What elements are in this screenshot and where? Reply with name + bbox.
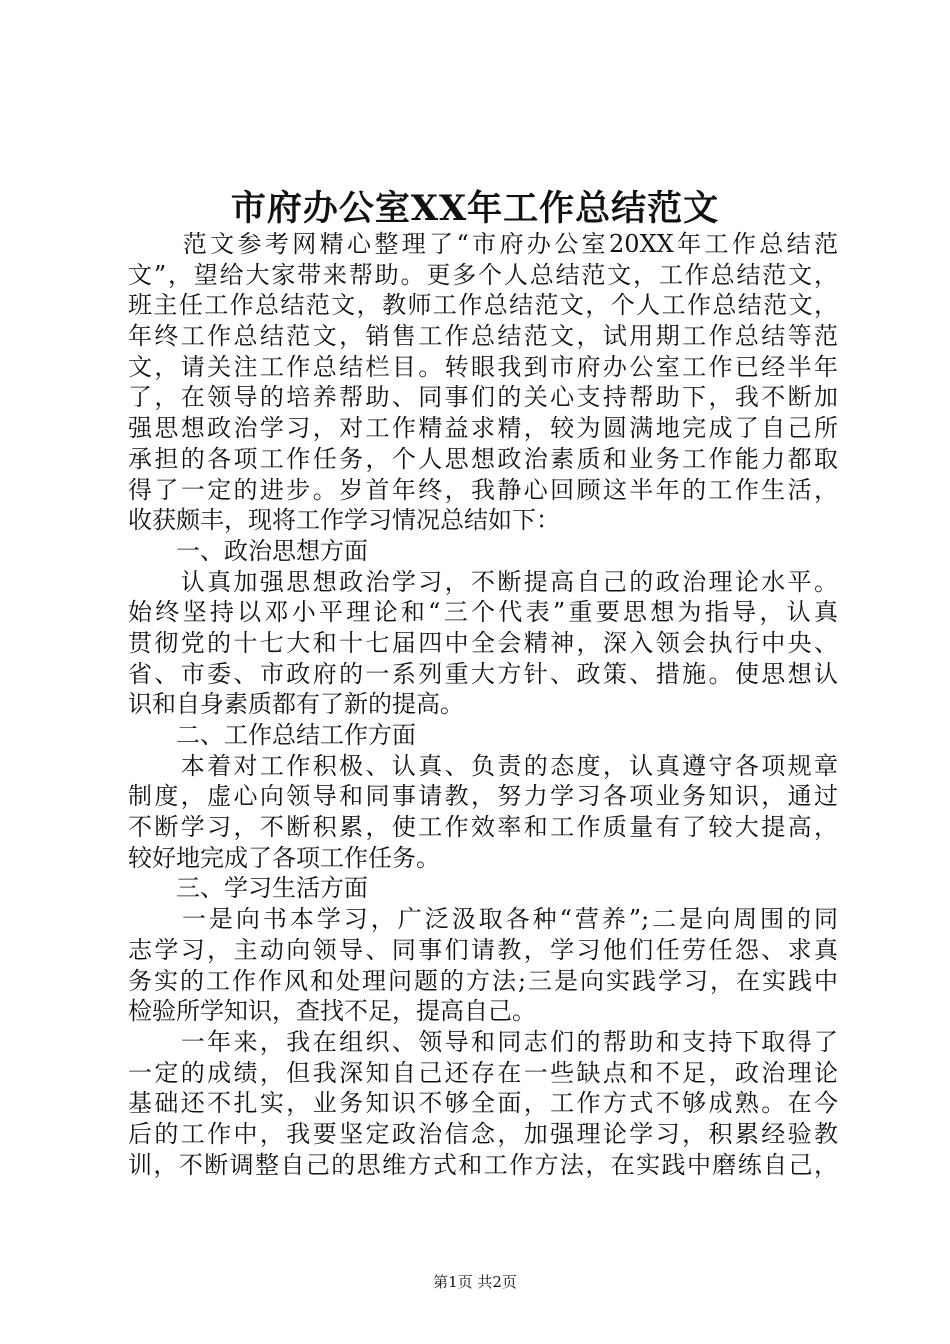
body-line: 后的工作中，我要坚定政治信念，加强理论学习，积累经验教 [128, 1119, 838, 1148]
body-line: 贯彻党的十七大和十七届四中全会精神，深入领会执行中央、 [128, 628, 838, 657]
body-line: 一是向书本学习，广泛汲取各种“营养”;二是向周围的同 [128, 905, 838, 934]
section-heading: 一、政治思想方面 [128, 536, 368, 565]
section-heading: 二、工作总结工作方面 [128, 721, 416, 749]
body-line: 强思想政治学习，对工作精益求精，较为圆满地完成了自己所 [128, 414, 838, 443]
body-line: 省、市委、市政府的一系列重大方针、政策、措施。使思想认 [128, 659, 838, 688]
document-body [128, 229, 838, 1180]
body-line: 承担的各项工作任务，个人思想政治素质和业务工作能力都取 [128, 444, 838, 473]
body-line: 文，请关注工作总结栏目。转眼我到市府办公室工作已经半年 [128, 352, 838, 381]
body-line: 训，不断调整自己的思维方式和工作方法，在实践中磨练自己， [128, 1150, 838, 1179]
body-line: 一年来，我在组织、领导和同志们的帮助和支持下取得了 [128, 1027, 838, 1056]
body-line: 不断学习，不断积累，使工作效率和工作质量有了较大提高， [128, 813, 838, 842]
body-line: 本着对工作积极、认真、负责的态度，认真遵守各项规章 [128, 751, 838, 780]
body-line: 一定的成绩，但我深知自己还存在一些缺点和不足，政治理论 [128, 1058, 838, 1087]
body-line: 较好地完成了各项工作任务。 [128, 843, 440, 872]
section-heading: 三、学习生活方面 [128, 874, 368, 903]
body-line: 制度，虚心向领导和同事请教，努力学习各项业务知识，通过 [128, 782, 838, 811]
body-line: 范文参考网精心整理了“市府办公室20XX年工作总结范 [128, 230, 838, 258]
document-title: 市府办公室XX年工作总结范文 [230, 188, 720, 229]
body-line: 班主任工作总结范文，教师工作总结范文，个人工作总结范文， [128, 291, 838, 320]
body-line: 认真加强思想政治学习，不断提高自己的政治理论水平。 [128, 567, 838, 596]
body-line: 年终工作总结范文，销售工作总结范文，试用期工作总结等范 [128, 322, 838, 351]
body-line: 了，在领导的培养帮助、同事们的关心支持帮助下，我不断加 [128, 383, 838, 412]
page-number-footer: 第1页 共2页 [433, 1273, 517, 1291]
body-line: 基础还不扎实，业务知识不够全面，工作方式不够成熟。在今 [128, 1089, 838, 1118]
body-line: 文”，望给大家带来帮助。更多个人总结范文，工作总结范文， [128, 260, 838, 289]
body-line: 收获颇丰，现将工作学习情况总结如下： [128, 506, 560, 535]
body-line: 识和自身素质都有了新的提高。 [128, 690, 464, 719]
body-line: 始终坚持以邓小平理论和“三个代表”重要思想为指导，认真 [128, 598, 838, 627]
body-line: 务实的工作作风和处理问题的方法;三是向实践学习，在实践中 [128, 966, 838, 995]
body-line: 志学习，主动向领导、同事们请教，学习他们任劳任怨、求真 [128, 935, 838, 964]
body-line: 得了一定的进步。岁首年终，我静心回顾这半年的工作生活， [128, 475, 838, 504]
body-line: 检验所学知识，查找不足，提高自己。 [128, 997, 536, 1026]
